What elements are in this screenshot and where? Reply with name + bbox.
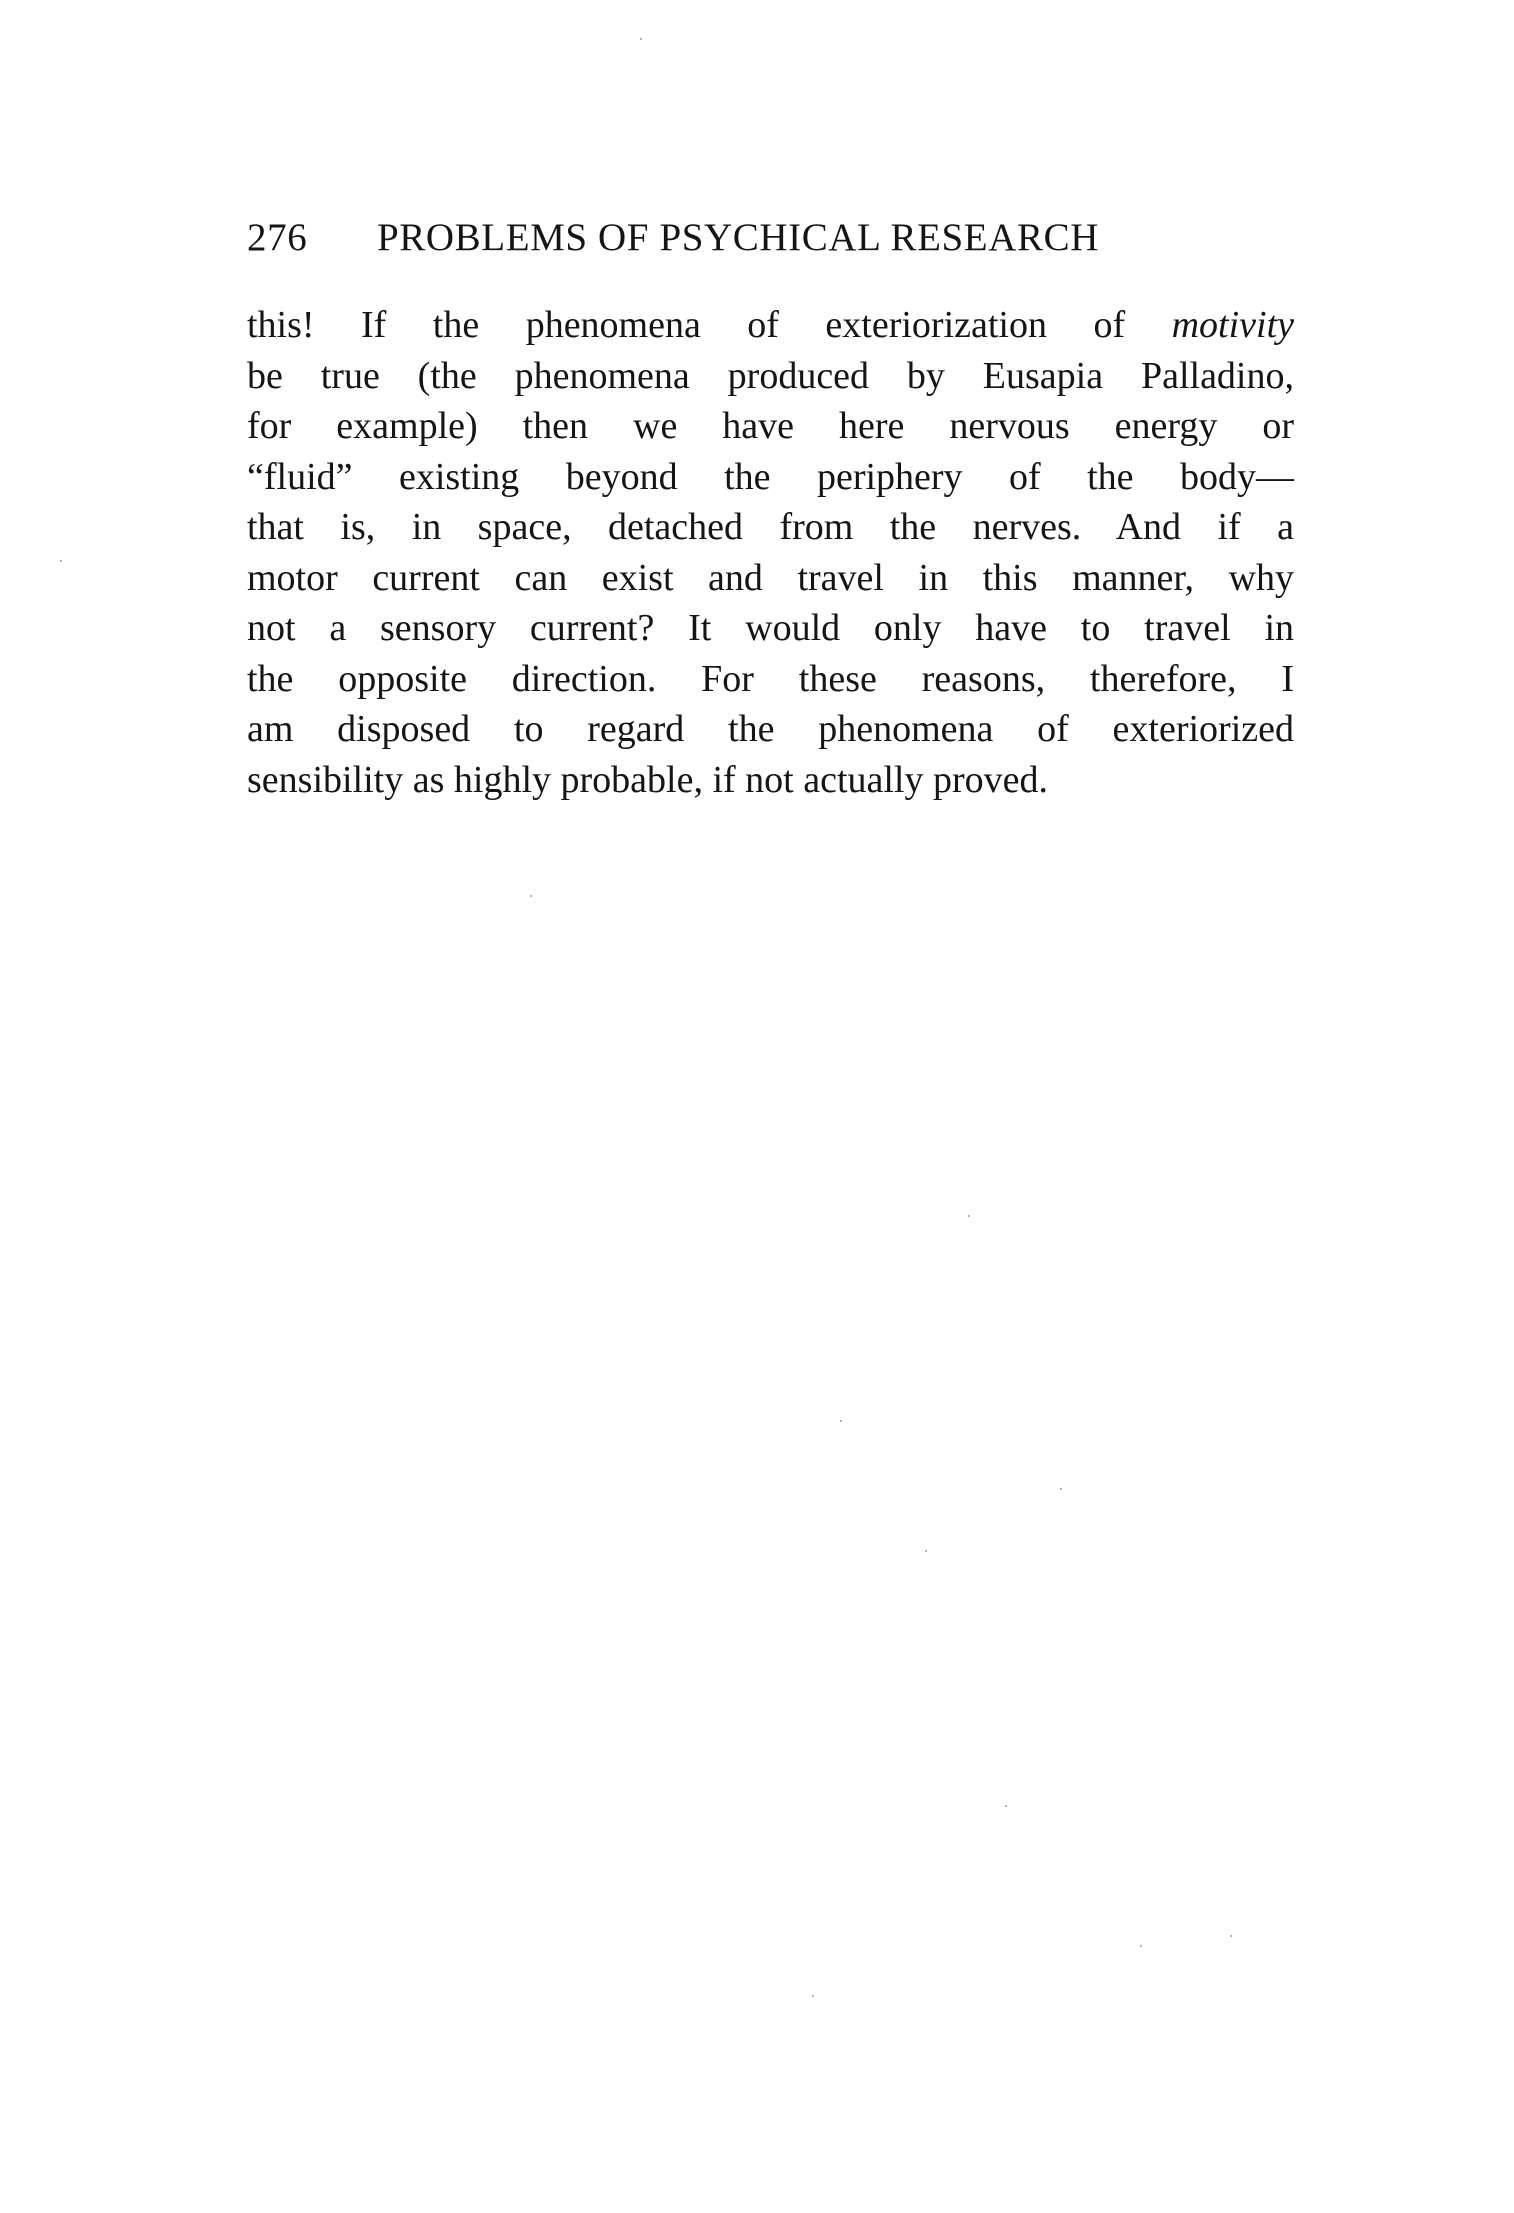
text-line-10: sensibility as highly probable, if not actually proved. xyxy=(247,758,1049,801)
body-paragraph xyxy=(247,300,1294,805)
scan-speck xyxy=(1005,1805,1007,1807)
text-line-3: for example) then we have here nervous energy or xyxy=(247,405,1294,447)
scan-speck xyxy=(1230,1935,1232,1937)
text-line-6: motor current can exist and travel in this manner, why xyxy=(247,556,1294,599)
scan-speck xyxy=(840,1420,842,1422)
text-line-4: “fluid” existing beyond the periphery of the body— xyxy=(247,455,1294,498)
scan-speck xyxy=(640,38,642,40)
scan-speck xyxy=(1140,1945,1142,1947)
page-number: 276 xyxy=(247,216,308,259)
text-line-8: the opposite direction. For these reasons, therefore, I xyxy=(247,657,1294,700)
running-head xyxy=(247,214,1251,262)
text-line-2: be true (the phenomena produced by Eusapia Palladino, xyxy=(247,354,1294,397)
text-line-1 xyxy=(247,300,1294,351)
scan-speck xyxy=(968,1215,970,1217)
text-line-5: that is, in space, detached from the nerves. And if a xyxy=(247,506,1294,548)
scan-speck xyxy=(530,895,532,897)
italic-word-motivity: motivity xyxy=(1171,304,1294,346)
scan-speck xyxy=(812,1995,814,1997)
scan-speck xyxy=(1060,1488,1062,1490)
text-line-1-start: this! If the phenomena of exteriorization of xyxy=(247,304,1172,346)
scan-speck xyxy=(925,1550,927,1552)
running-title: PROBLEMS OF PSYCHICAL RESEARCH xyxy=(377,216,1099,259)
text-line-7: not a sensory current? It would only have to travel in xyxy=(247,607,1294,649)
scan-speck xyxy=(60,560,62,562)
text-line-9: am disposed to regard the phenomena of exteriorized xyxy=(247,708,1294,750)
